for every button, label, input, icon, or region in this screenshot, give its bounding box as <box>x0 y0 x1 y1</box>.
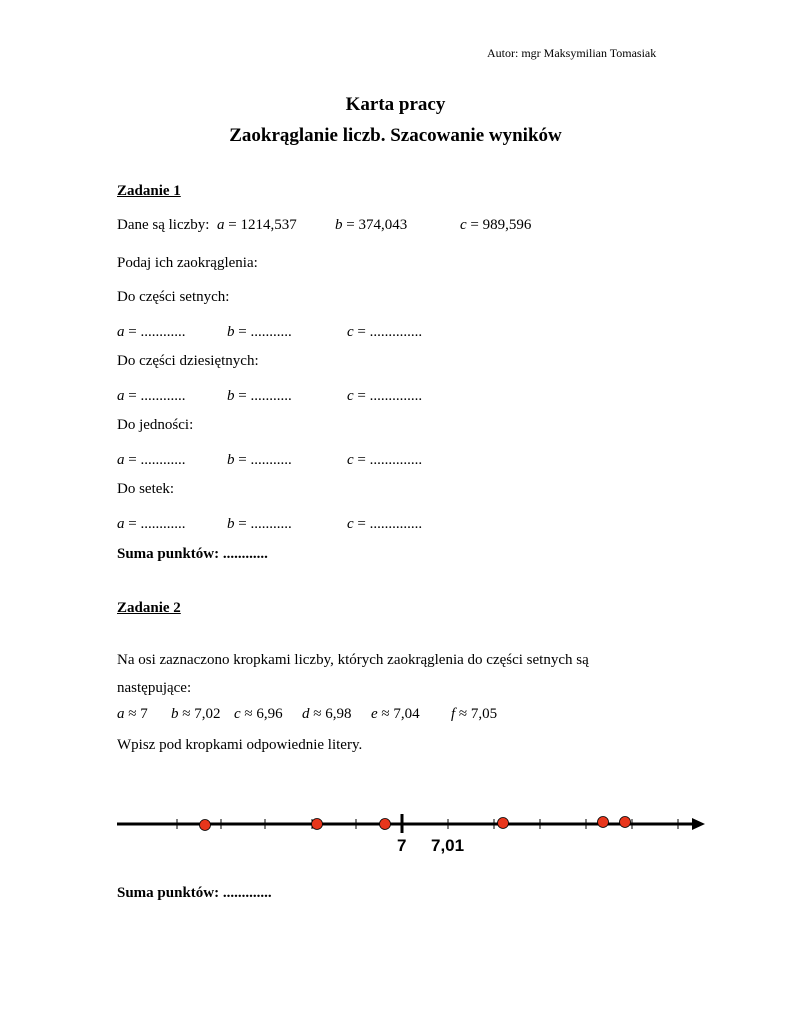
given-a: a = 1214,537 <box>217 217 297 233</box>
author-line: Autor: mgr Maksymilian Tomasiak <box>487 46 657 60</box>
value-f: f ≈ 7,05 <box>451 706 498 722</box>
section-label-dziesietnych: Do części dziesiętnych: <box>117 353 259 369</box>
worksheet-subtitle: Zaokrąglanie liczb. Szacowanie wyników <box>229 125 562 146</box>
task2-score[interactable]: Suma punktów: ............. <box>117 885 272 901</box>
answer-blank-b[interactable]: b = ........... <box>227 324 292 340</box>
answer-blank-a[interactable]: a = ............ <box>117 388 186 404</box>
task1-instruction: Podaj ich zaokrąglenia: <box>117 255 258 271</box>
answer-blank-a[interactable]: a = ............ <box>117 324 186 340</box>
worksheet-title: Karta pracy <box>345 94 446 115</box>
task1-score[interactable]: Suma punktów: ............ <box>117 546 268 562</box>
given-b: b = 374,043 <box>335 217 408 233</box>
number-dot <box>498 818 509 829</box>
value-a: a ≈ 7 <box>117 706 148 722</box>
answer-blank-a[interactable]: a = ............ <box>117 516 186 532</box>
section-label-setek: Do setek: <box>117 481 175 497</box>
section-label-setnych: Do części setnych: <box>117 289 230 305</box>
task1-given-label: Dane są liczby: <box>117 217 210 233</box>
answer-blank-a[interactable]: a = ............ <box>117 452 186 468</box>
answer-blank-b[interactable]: b = ........... <box>227 452 292 468</box>
number-dot <box>380 819 391 830</box>
number-dot <box>200 820 211 831</box>
task2-text-line1: Na osi zaznaczono kropkami liczby, których zaokrąglenia do części setnych są <box>117 652 589 668</box>
answer-blank-c[interactable]: c = .............. <box>347 516 423 532</box>
value-b: b ≈ 7,02 <box>171 706 221 722</box>
answer-blank-b[interactable]: b = ........... <box>227 516 292 532</box>
given-c: c = 989,596 <box>460 217 532 233</box>
answer-blank-c[interactable]: c = .............. <box>347 452 423 468</box>
number-dot <box>598 817 609 828</box>
answer-blank-c[interactable]: c = .............. <box>347 324 423 340</box>
task2-heading: Zadanie 2 <box>117 600 181 616</box>
task2-instruction: Wpisz pod kropkami odpowiednie litery. <box>117 737 363 753</box>
answer-blank-c[interactable]: c = .............. <box>347 388 423 404</box>
answer-blank-b[interactable]: b = ........... <box>227 388 292 404</box>
number-dot <box>620 817 631 828</box>
section-label-jednosci: Do jedności: <box>117 417 194 433</box>
axis-arrowhead <box>692 818 705 830</box>
value-d: d ≈ 6,98 <box>302 706 352 722</box>
axis-label-7: 7 <box>397 836 407 855</box>
number-dot <box>312 819 323 830</box>
task2-text-line2: następujące: <box>117 680 192 696</box>
value-e: e ≈ 7,04 <box>371 706 420 722</box>
task1-heading: Zadanie 1 <box>117 183 181 199</box>
axis-label-7-01: 7,01 <box>431 836 465 855</box>
value-c: c ≈ 6,96 <box>234 706 283 722</box>
